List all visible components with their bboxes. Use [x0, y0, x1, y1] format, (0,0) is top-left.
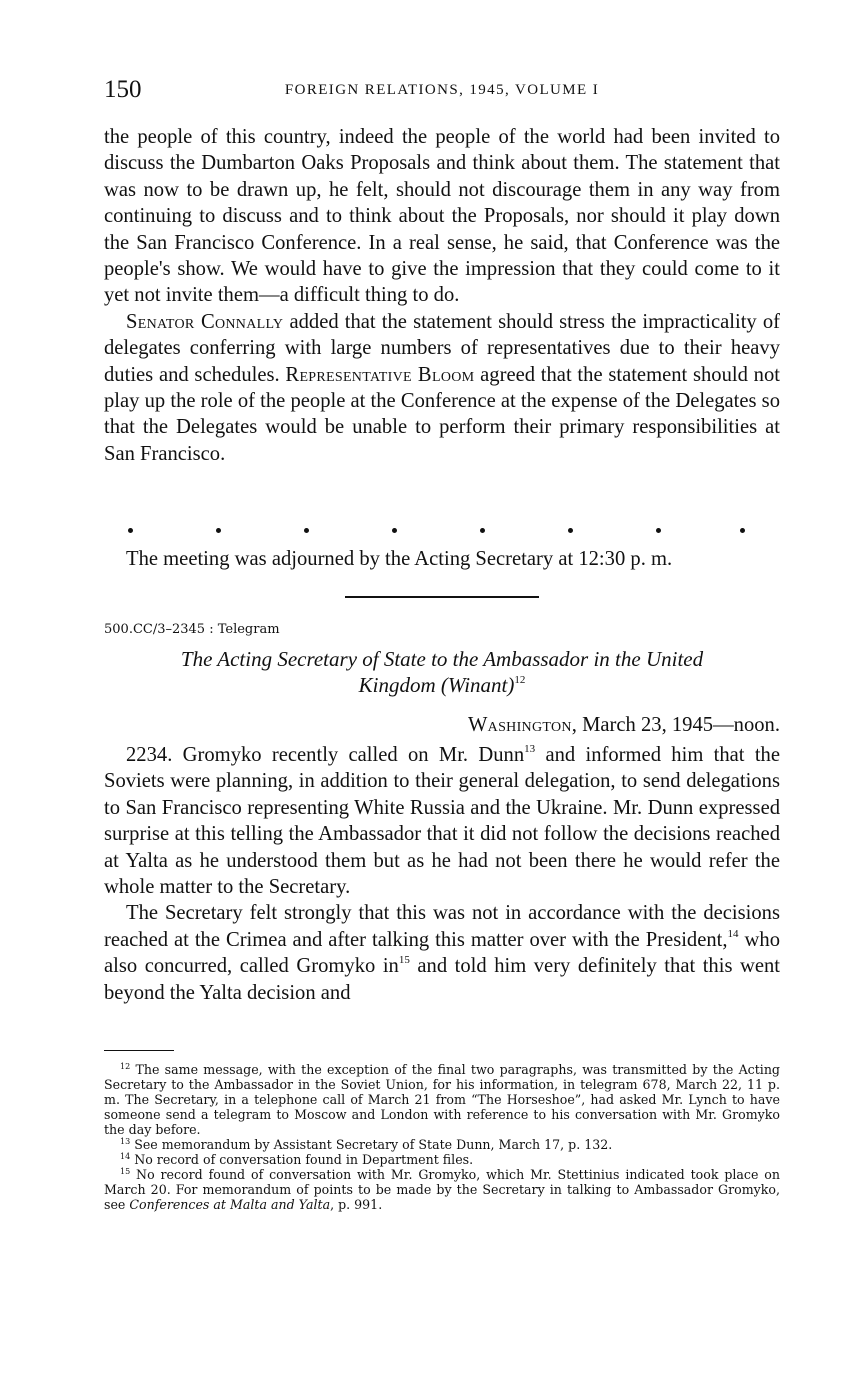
footnote: [104, 1137, 780, 1152]
footnote-divider: [104, 1050, 174, 1051]
footnote-number: 15: [120, 1167, 131, 1176]
separator-dot: [304, 528, 309, 533]
title-line: The Acting Secretary of State to the Ambassador in the United: [180, 647, 704, 671]
speaker-name: Senator Connally: [126, 310, 284, 333]
footnotes: [104, 1062, 780, 1212]
footnote-text: No record found of conversation with Mr. Gromyko, which Mr. Stettinius indicated took place on March 20. For memorandum of points to be made by the Secretary in talking to Ambassador Gromyko, see: [104, 1167, 780, 1212]
footnote-marker: 15: [398, 954, 410, 967]
dateline: [468, 714, 780, 737]
paragraph: [104, 309, 780, 467]
page-number: 150: [104, 76, 142, 103]
separator-dot: [128, 528, 133, 533]
page-header: [104, 76, 780, 110]
footnote-number: 14: [120, 1152, 131, 1161]
document-reference: 500.CC/3–2345 : Telegram: [104, 622, 280, 637]
ellipsis-separator: [128, 528, 748, 540]
separator-dot: [740, 528, 745, 533]
paragraph-text: added that the statement should stress the impracticality of delegates conferring with large numbers of representatives due to their heavy duties and schedules.: [104, 310, 780, 386]
paragraph-text: and told him very definitely that this went beyond the Yalta decision and: [104, 955, 781, 1004]
footnote-number: 13: [120, 1137, 131, 1146]
telegram-body: [104, 742, 780, 1006]
footnote-text: No record of conversation found in Department files.: [130, 1152, 474, 1167]
separator-dot: [656, 528, 661, 533]
footnote-text: , p. 991.: [330, 1197, 383, 1212]
footnote: [104, 1152, 780, 1167]
paragraph-text: 2234. Gromyko recently called on Mr. Dunn: [126, 744, 525, 766]
body-text-top: [104, 124, 780, 467]
running-head: FOREIGN RELATIONS, 1945, VOLUME I: [284, 82, 600, 98]
paragraph-text: agreed that the statement should not play up the role of the people at the Conference at the expense of the Delegates so that the Delegates would be unable to perform their primary responsibilities at San Francisco.: [104, 363, 780, 465]
dateline-place: Washington: [467, 714, 572, 736]
paragraph-text: and informed him that the Soviets were planning, in addition to their general delegation, to send delegations to San Francisco representing White Russia and the Ukraine. Mr. Dunn expressed surprise at this telling the Ambassador that it did not follow the decisions reached at Yalta as he understood them but as he had not been there he would refer the whole matter to the Secretary.: [104, 744, 780, 899]
footnote-number: 12: [120, 1062, 131, 1071]
citation-title: Conferences at Malta and Yalta: [129, 1197, 331, 1212]
separator-dot: [480, 528, 485, 533]
section-divider: [345, 596, 539, 598]
paragraph: [104, 900, 780, 1006]
paragraph: [104, 742, 780, 900]
title-line: Kingdom (Winant): [358, 673, 515, 697]
footnote-marker: 14: [727, 927, 739, 940]
paragraph-text: who also concurred, called Gromyko in: [104, 928, 780, 978]
footnote-marker: 13: [524, 743, 536, 755]
footnote-text: See memorandum by Assistant Secretary of State Dunn, March 17, p. 132.: [130, 1137, 613, 1152]
footnote: [104, 1062, 780, 1137]
footnote: [104, 1167, 780, 1212]
paragraph: the people of this country, indeed the people of the world had been invited to discuss the Dumbarton Oaks Proposals and think about them. The statement that was now to be drawn up, he felt, should not discourage them in any way from continuing to discuss and to think about the Proposals, nor should it play down the San Francisco Conference. In a real sense, he said, that Conference was the people's show. We would have to give the impression that they could come to it yet not invite them—a difficult thing to do.: [104, 126, 780, 307]
document-title: [104, 646, 780, 698]
paragraph-text: The Secretary felt strongly that this was not in accordance with the decisions reached at the Crimea and after talking this matter over with the President,: [104, 902, 780, 951]
dateline-date: , March 23, 1945—noon.: [571, 714, 780, 736]
speaker-name: Representative Bloom: [285, 363, 475, 386]
separator-dot: [216, 528, 221, 533]
adjournment-line: The meeting was adjourned by the Acting Secretary at 12:30 p. m.: [126, 548, 673, 570]
separator-dot: [568, 528, 573, 533]
footnote-marker: 12: [514, 674, 526, 686]
footnote-text: The same message, with the exception of the final two paragraphs, was transmitted by the Acting Secretary to the Ambassador in the Soviet Union, for his information, in telegram 678, March 22, 11 p. m. The Secretary, in a telephone call of March 21 from “The Horseshoe”, had asked Mr. Lynch to have someone send a telegram to Moscow and London with reference to his conversation with Mr. Gromyko the day before.: [104, 1062, 780, 1137]
separator-dot: [392, 528, 397, 533]
